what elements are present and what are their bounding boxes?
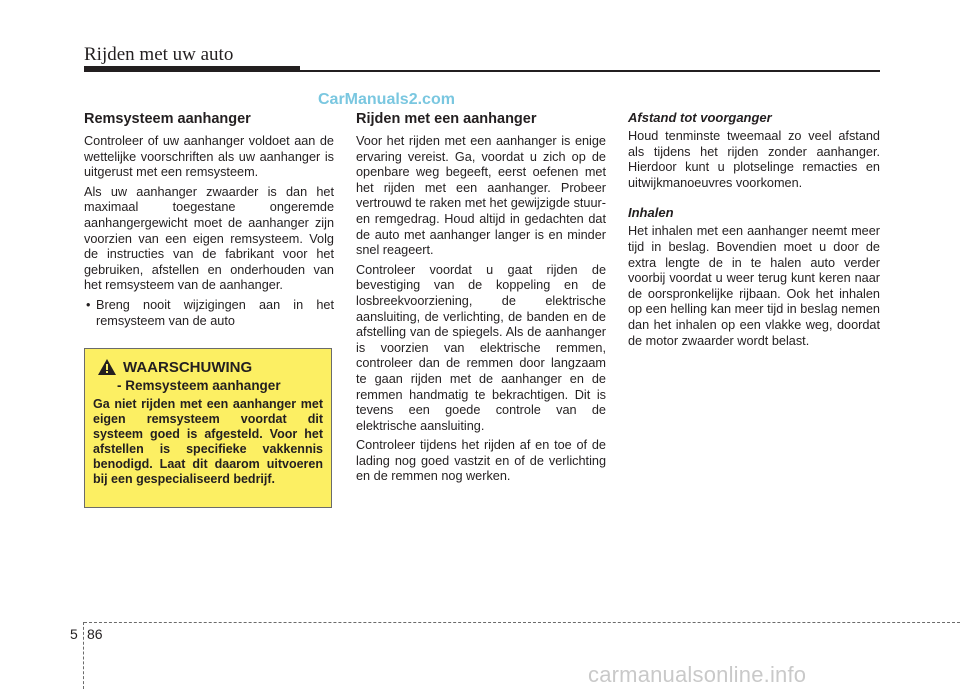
bullet-symbol: •	[86, 297, 91, 312]
watermark-bottom-link[interactable]: carmanualsonline.info	[588, 662, 807, 687]
warning-title: WAARSCHUWING	[123, 358, 253, 376]
paragraph: Het inhalen met een aanhanger neemt meer tijd in beslag. Bovendien moet u door de extra lengte de in te halen auto verder voorbij voordat u weer terug kunt keren naar de oorspronkelijke rijbaan. Ook het inhalen op een helling kan meer tijd in beslag nemen dan het inhalen op een vlakke weg, doordat de motor zwaarder wordt belast.	[628, 224, 880, 348]
page-number: 86	[87, 626, 103, 642]
subheading-inhalen: Inhalen	[628, 205, 674, 221]
column-right	[628, 110, 880, 353]
paragraph: Houd tenminste tweemaal zo veel afstand als tijdens het rijden zonder aanhanger. Hierdoor kunt u plotselinge remacties en uitwijkmanoeuvres voorkomen.	[628, 129, 880, 190]
warning-triangle-icon	[97, 358, 117, 376]
subheading-afstand: Afstand tot voorganger	[628, 110, 772, 125]
paragraph: Controleer of uw aanhanger voldoet aan de wettelijke voorschriften als uw aanhanger is uitgerust met een remsysteem.	[84, 134, 334, 180]
header-rule-thick	[84, 66, 300, 72]
warning-body: Ga niet rijden met een aanhanger met eigen remsysteem voordat dit systeem goed is afgesteld. Voor het afstellen is specifieke vakkennis benodigd. Laat dit daarom uitvoeren bij een gespecialiseerd bedrijf.	[93, 397, 323, 486]
header-rule-thin	[300, 70, 880, 72]
watermark-top-link[interactable]: CarManuals2.com	[318, 91, 455, 108]
warning-header	[93, 358, 323, 376]
column-middle	[356, 110, 606, 489]
bullet-item	[84, 298, 334, 329]
footer-vertical-rule	[83, 622, 84, 689]
paragraph: Controleer tijdens het rijden af en toe of de lading nog goed vastzit en of de verlichting en de remmen nog werken.	[356, 438, 606, 484]
footer-rule	[84, 622, 960, 623]
paragraph: Als uw aanhanger zwaarder is dan het maximaal toegestane ongeremde aanhangergewicht moet de aanhanger zijn voorzien van een eigen remsysteem. Volg de instructies van de fabrikant voor het gebruiken, afstellen en onderhouden van het remsysteem van de aanhanger.	[84, 184, 334, 293]
chapter-number: 5	[70, 626, 78, 642]
section-heading-remsysteem: Remsysteem aanhanger	[84, 111, 251, 127]
column-left	[84, 110, 334, 329]
warning-box	[84, 348, 332, 508]
paragraph: Voor het rijden met een aanhanger is enige ervaring vereist. Ga, voordat u zich op de openbare weg begeeft, eerst oefenen met het rijden met een aanhanger. Probeer vertrouwd te raken met het gewijzigde stuur- en remgedrag. Houd altijd in gedachten dat de auto met aanhanger langer is en minder snel reageert.	[356, 134, 606, 258]
section-heading-rijden: Rijden met een aanhanger	[356, 111, 537, 127]
warning-subtitle: - Remsysteem aanhanger	[117, 378, 281, 393]
bullet-text: Breng nooit wijzigingen aan in het remsysteem van de auto	[96, 297, 334, 328]
paragraph: Controleer voordat u gaat rijden de bevestiging van de koppeling en de losbreekvoorziening, de elektrische aansluiting, de verlichting, de banden en de afstelling van de spiegels. Als de aanhanger is voorzien van elektrische remmen, controleer dan de remmen door langzaam te gaan rijden met de aanhanger en de remmen handmatig te bekrachtigen. Dit is tevens een goede controle van de elektrische aansluiting.	[356, 262, 606, 433]
page-header-title: Rijden met uw auto	[84, 44, 234, 65]
